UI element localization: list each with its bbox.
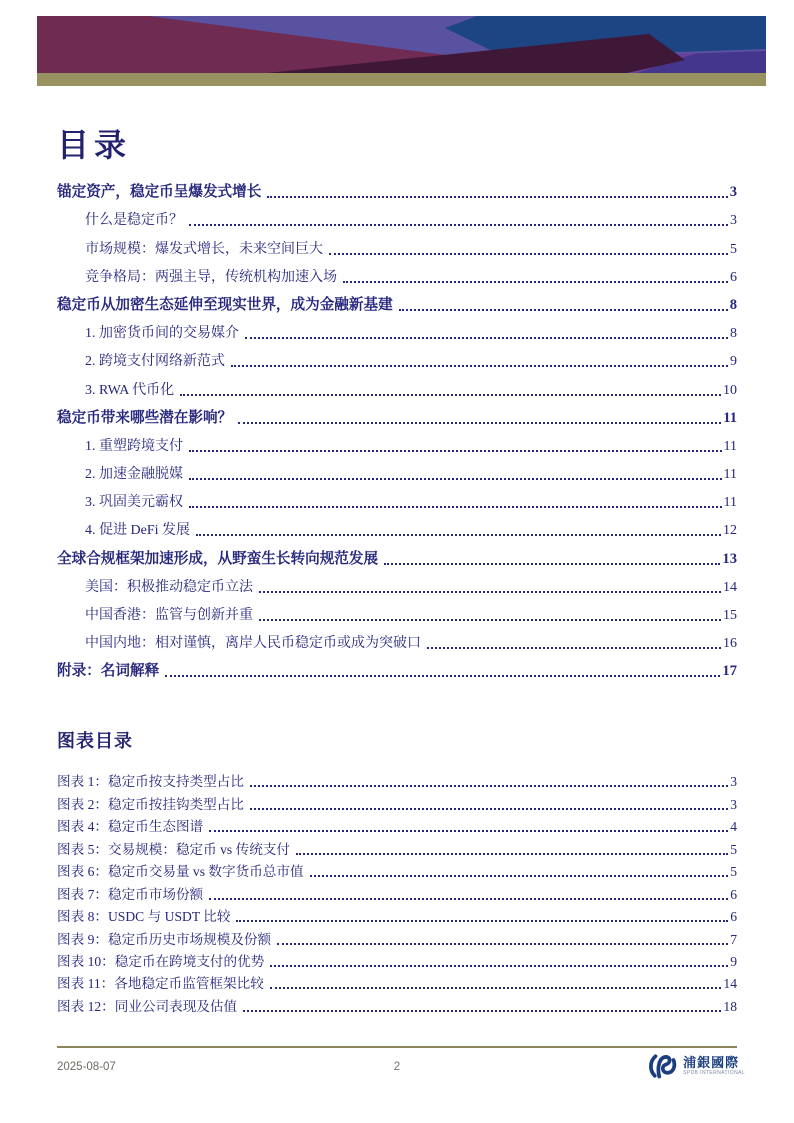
toc-title: 目录 [57,127,132,163]
toc-entry[interactable] [57,460,737,488]
dot-leader [180,394,721,396]
dot-leader [196,534,721,536]
banner-art [37,16,766,86]
dot-leader [259,619,721,621]
figure-entry[interactable] [57,973,737,995]
logo-text-block [683,1056,745,1076]
figure-entry[interactable] [57,838,737,860]
dot-leader [270,965,728,967]
toc-entry[interactable] [57,601,737,629]
figures-list [57,771,737,1018]
figure-entry-page: 18 [723,998,737,1014]
dot-leader [245,337,728,339]
toc-entry-label: 稳定币带来哪些潜在影响？ [57,409,233,426]
spdb-logo-icon [648,1052,678,1080]
toc-entry-page: 3 [729,184,737,201]
toc-entry[interactable] [57,263,737,291]
figure-entry-label: 图表 11：各地稳定币监管框架比较 [57,976,264,992]
toc-entry-label: 美国：积极推动稳定币立法 [85,579,253,595]
toc-entry[interactable] [57,544,737,572]
dot-leader [189,478,722,480]
toc-entry-page: 5 [730,241,737,257]
figure-entry-label: 图表 2：稳定币按挂钩类型占比 [57,796,244,812]
toc-entry-label: 稳定币从加密生态延伸至现实世界，成为金融新基建 [57,296,393,313]
dot-leader [277,943,728,945]
toc-entry[interactable] [57,206,737,234]
toc-entry-page: 11 [723,438,737,454]
dot-leader [209,830,728,832]
toc-entry[interactable] [57,178,737,206]
dot-leader [250,785,728,787]
figure-entry-page: 14 [723,976,737,992]
toc-entry-label: 什么是稳定币？ [85,213,183,229]
toc-entry-label: 1. 加密货币间的交易媒介 [85,326,239,342]
dot-leader [427,647,721,649]
figure-entry[interactable] [57,928,737,950]
toc-entry-label: 4. 促进 DeFi 发展 [85,523,190,539]
toc-entry-page: 8 [730,326,737,342]
banner-khaki-strip [37,73,766,86]
dot-leader [296,853,728,855]
dot-leader [329,253,728,255]
toc-entry-label: 全球合规框架加速形成，从野蛮生长转向规范发展 [57,550,379,567]
toc-entry-page: 11 [723,495,737,511]
figure-entry-label: 图表 4：稳定币生态图谱 [57,819,204,835]
figure-entry-label: 图表 9：稳定币历史市场规模及份额 [57,931,272,947]
toc-entry-page: 15 [723,608,737,623]
figure-entry-page: 9 [730,953,737,969]
toc-entry-page: 9 [730,354,737,370]
toc-entry-label: 市场规模：爆发式增长，未来空间巨大 [85,241,323,257]
dot-leader [236,920,728,922]
dot-leader [310,875,729,877]
figure-entry-page: 3 [730,774,737,790]
toc-list [57,178,737,685]
dot-leader [259,591,721,593]
dot-leader [250,808,728,810]
toc-entry-label: 2. 加速金融脱媒 [85,467,183,483]
dot-leader [209,898,728,900]
toc-entry-page: 12 [723,523,737,539]
figure-entry-page: 5 [730,841,737,857]
figure-entry-page: 4 [730,819,737,835]
figure-entry[interactable] [57,995,737,1017]
company-logo [648,1052,745,1080]
dot-leader [165,675,720,677]
figure-entry[interactable] [57,793,737,815]
figure-entry[interactable] [57,951,737,973]
toc-entry-label: 竞争格局：两强主导，传统机构加速入场 [85,269,337,285]
toc-entry-page: 10 [723,382,737,398]
figure-entry[interactable] [57,771,737,793]
toc-entry-label: 中国香港：监管与创新并重 [85,608,253,623]
toc-entry[interactable] [57,375,737,403]
figure-entry[interactable] [57,816,737,838]
figures-title: 图表目录 [57,731,133,751]
toc-entry-label: 附录：名词解释 [57,663,160,680]
toc-entry-page: 3 [730,213,737,229]
dot-leader [399,309,728,311]
toc-entry-label: 中国内地：相对谨慎，离岸人民币稳定币或成为突破口 [85,636,421,652]
figure-entry-label: 图表 7：稳定币市场份额 [57,886,204,902]
toc-entry-label: 2. 跨境支付网络新范式 [85,354,225,370]
toc-entry-label: 3. 巩固美元霸权 [85,495,183,511]
figure-entry-page: 6 [730,886,737,902]
toc-entry-page: 11 [723,467,737,483]
dot-leader [189,224,728,226]
figure-entry-label: 图表 6：稳定币交易量 vs 数字货币总市值 [57,864,304,880]
dot-leader [238,422,721,424]
logo-english-name: SPDB INTERNATIONAL [683,1070,745,1076]
dot-leader [231,365,728,367]
toc-entry[interactable] [57,657,737,685]
toc-entry[interactable] [57,573,737,601]
figure-entry-label: 图表 10：稳定币在跨境支付的优势 [57,953,265,969]
figure-entry-label: 图表 5：交易规模：稳定币 vs 传统支付 [57,841,290,857]
toc-entry-label: 1. 重塑跨境支付 [85,438,183,454]
dot-leader [189,450,722,452]
footer-page-number: 2 [393,1061,401,1073]
toc-entry[interactable] [57,347,737,375]
figure-entry-page: 7 [730,931,737,947]
figure-entry[interactable] [57,906,737,928]
toc-entry[interactable] [57,319,737,347]
dot-leader [384,563,720,565]
figure-entry-label: 图表 1：稳定币按支持类型占比 [57,774,244,790]
toc-entry-page: 11 [723,409,737,426]
toc-entry-page: 8 [729,296,737,313]
toc-entry-page: 14 [723,579,737,595]
dot-leader [270,987,722,989]
figure-entry-page: 5 [730,864,737,880]
footer-date: 2025-08-07 [57,1061,116,1073]
toc-entry-page: 13 [722,550,737,567]
figure-entry[interactable] [57,861,737,883]
figure-entry-label: 图表 12：同业公司表现及估值 [57,998,238,1014]
toc-entry[interactable] [57,404,737,432]
figure-entry[interactable] [57,883,737,905]
logo-chinese-name: 浦銀國際 [683,1055,740,1070]
figure-entry-page: 3 [730,796,737,812]
footer-divider [57,1046,737,1048]
header-banner-graphic [37,16,766,86]
toc-entry[interactable] [57,234,737,262]
toc-entry-label: 3. RWA 代币化 [85,382,175,398]
toc-entry[interactable] [57,291,737,319]
figure-entry-label: 图表 8：USDC 与 USDT 比较 [57,909,231,925]
dot-leader [343,281,728,283]
dot-leader [189,506,722,508]
toc-entry[interactable] [57,488,737,516]
toc-entry[interactable] [57,629,737,657]
dot-leader [267,196,727,198]
toc-entry[interactable] [57,516,737,544]
toc-entry-page: 6 [730,269,737,285]
toc-entry-page: 17 [722,663,737,680]
dot-leader [243,1010,721,1012]
toc-entry[interactable] [57,432,737,460]
figure-entry-page: 6 [730,909,737,925]
toc-entry-page: 16 [723,636,737,652]
toc-entry-label: 锚定资产，稳定币呈爆发式增长 [57,184,262,201]
